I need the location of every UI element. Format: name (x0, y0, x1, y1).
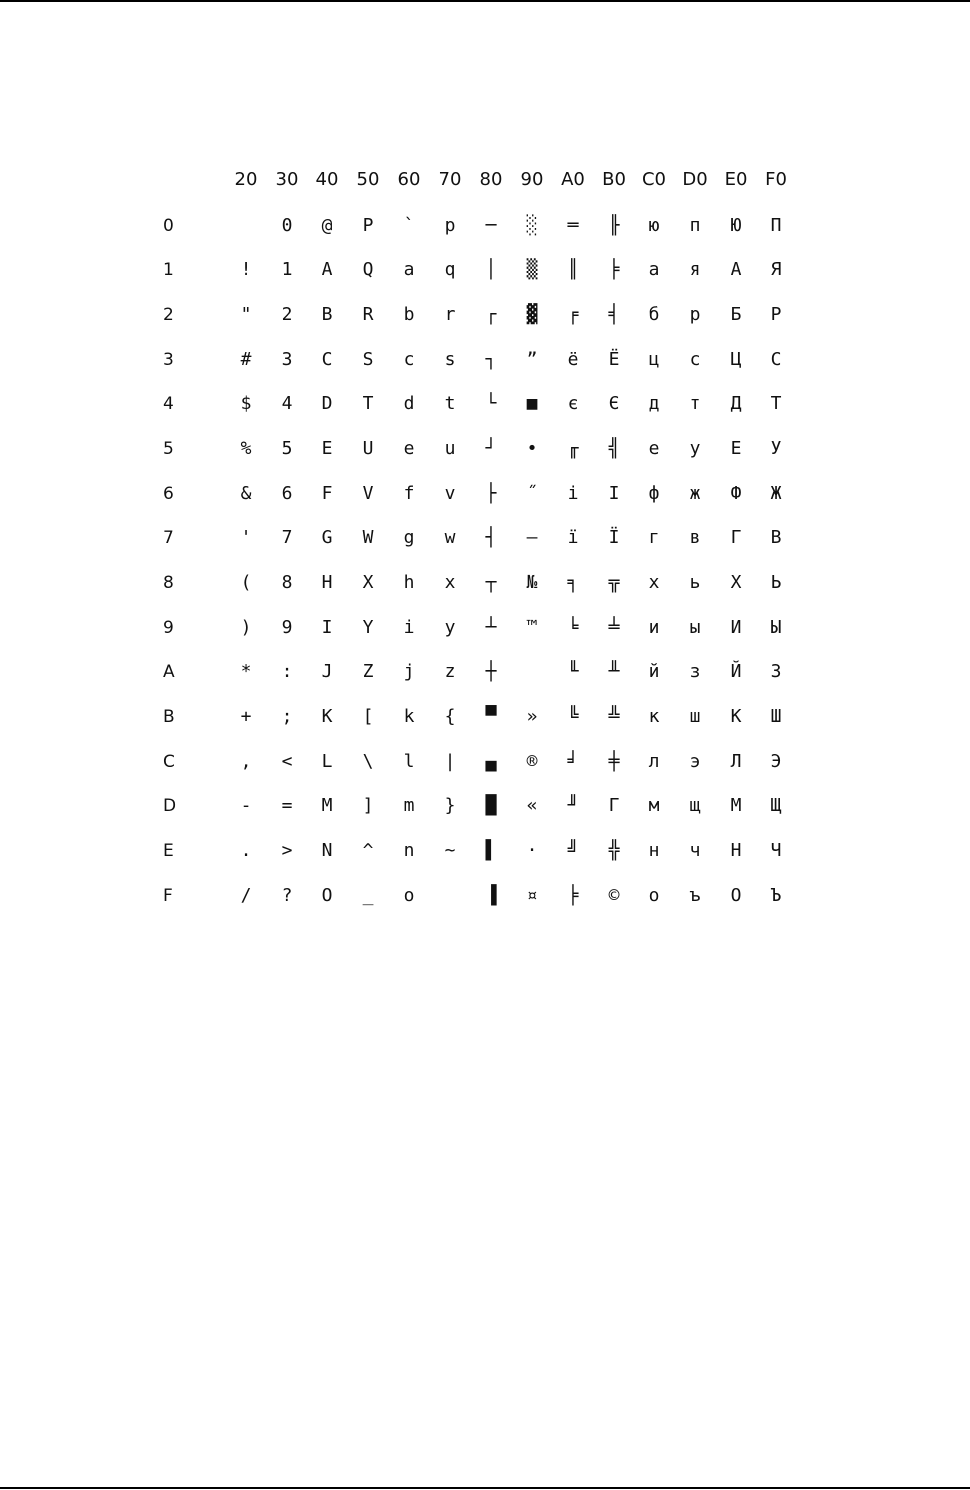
char-cell-d0-e: ч (689, 840, 701, 861)
column-header-d0: D0 (682, 169, 708, 190)
char-cell-80-5: ┘ (485, 438, 497, 459)
char-cell-40-f: O (321, 885, 333, 906)
char-cell-70-c: | (444, 751, 456, 772)
char-cell-90-8: № (526, 572, 538, 593)
char-cell-60-a: j (403, 661, 415, 682)
char-cell-d0-1: я (689, 259, 701, 280)
char-cell-90-1: ▒ (526, 259, 538, 280)
char-cell-80-0: ─ (485, 215, 497, 236)
char-cell-70-5: u (444, 438, 456, 459)
char-cell-70-7: w (444, 527, 456, 548)
char-cell-b0-2: ╡ (608, 304, 620, 325)
char-cell-d0-4: т (689, 393, 701, 414)
bottom-rule (0, 1487, 970, 1489)
char-cell-a0-7: ї (567, 527, 579, 548)
char-cell-e0-d: М (730, 795, 742, 816)
char-cell-a0-8: ╕ (567, 572, 579, 593)
char-cell-d0-5: у (689, 438, 701, 459)
char-cell-20-5: % (240, 438, 252, 459)
column-header-c0: C0 (641, 169, 667, 190)
char-cell-60-5: e (403, 438, 415, 459)
char-cell-80-4: └ (485, 393, 497, 414)
char-cell-60-2: b (403, 304, 415, 325)
column-header-80: 80 (479, 169, 503, 190)
char-cell-20-e: . (240, 840, 252, 861)
char-cell-e0-9: И (730, 617, 742, 638)
char-cell-a0-6: і (567, 483, 579, 504)
char-cell-e0-0: Ю (730, 215, 742, 236)
char-cell-90-0: ░ (526, 215, 538, 236)
char-cell-90-f: ¤ (526, 885, 538, 906)
char-cell-e0-c: Л (730, 751, 742, 772)
char-cell-a0-9: ╘ (567, 617, 579, 638)
char-cell-30-f: ? (281, 885, 293, 906)
char-cell-40-a: J (321, 661, 333, 682)
char-cell-a0-e: ╝ (567, 840, 579, 861)
char-cell-e0-4: Д (730, 393, 742, 414)
char-cell-70-a: z (444, 661, 456, 682)
char-cell-d0-0: п (689, 215, 701, 236)
char-cell-20-6: & (240, 483, 252, 504)
char-cell-d0-7: в (689, 527, 701, 548)
char-cell-c0-0: ю (648, 215, 660, 236)
char-cell-30-8: 8 (281, 572, 293, 593)
char-cell-f0-2: Р (770, 304, 782, 325)
char-cell-20-c: , (240, 751, 252, 772)
char-cell-50-d: ] (362, 795, 374, 816)
char-cell-a0-d: ╜ (567, 795, 579, 816)
char-cell-80-3: ┐ (485, 349, 497, 370)
char-cell-a0-1: ║ (567, 259, 579, 280)
char-cell-90-3: ” (526, 349, 538, 370)
char-cell-70-2: r (444, 304, 456, 325)
char-cell-c0-6: ф (648, 483, 660, 504)
char-cell-e0-6: Ф (730, 483, 742, 504)
char-cell-c0-5: е (648, 438, 660, 459)
char-cell-f0-a: З (770, 661, 782, 682)
char-cell-f0-f: Ъ (770, 885, 782, 906)
char-cell-d0-d: щ (689, 795, 701, 816)
char-cell-e0-f: О (730, 885, 742, 906)
char-cell-20-0 (228, 214, 264, 238)
char-cell-b0-b: ╩ (608, 706, 620, 727)
char-cell-80-8: ┬ (485, 572, 497, 593)
char-cell-20-4: $ (240, 393, 252, 414)
char-cell-40-7: G (321, 527, 333, 548)
char-cell-e0-b: К (730, 706, 742, 727)
char-cell-60-1: a (403, 259, 415, 280)
char-cell-80-a: ┼ (485, 661, 497, 682)
char-cell-40-1: A (321, 259, 333, 280)
row-header-4: 4 (163, 394, 174, 414)
char-cell-20-a: * (240, 661, 252, 682)
column-header-90: 90 (520, 169, 544, 190)
char-cell-30-5: 5 (281, 438, 293, 459)
char-cell-60-9: i (403, 617, 415, 638)
char-cell-50-2: R (362, 304, 374, 325)
char-cell-c0-8: х (648, 572, 660, 593)
char-cell-a0-3: ё (567, 349, 579, 370)
char-cell-c0-b: к (648, 706, 660, 727)
char-cell-70-1: q (444, 259, 456, 280)
char-cell-30-b: ; (281, 706, 293, 727)
char-cell-60-0: ` (403, 215, 415, 236)
column-header-60: 60 (397, 169, 421, 190)
char-cell-b0-6: І (608, 483, 620, 504)
char-cell-c0-d: м (648, 795, 660, 816)
char-cell-60-7: g (403, 527, 415, 548)
column-header-a0: A0 (561, 169, 585, 190)
column-header-30: 30 (275, 169, 299, 190)
char-cell-b0-a: ╨ (608, 661, 620, 682)
char-cell-20-8: ( (240, 572, 252, 593)
char-cell-20-f: / (240, 885, 252, 906)
char-cell-50-5: U (362, 438, 374, 459)
char-cell-70-0: p (444, 215, 456, 236)
char-cell-e0-7: Г (730, 527, 742, 548)
char-cell-f0-0: П (770, 215, 782, 236)
char-cell-30-0: 0 (281, 215, 293, 236)
char-cell-90-b: » (526, 706, 538, 727)
char-cell-60-b: k (403, 706, 415, 727)
char-cell-70-d: } (444, 795, 456, 816)
char-cell-30-e: > (281, 840, 293, 861)
char-cell-c0-4: д (648, 393, 660, 414)
char-cell-a0-c: ╛ (567, 751, 579, 772)
char-cell-b0-e: ╬ (608, 840, 620, 861)
char-cell-a0-f: ╞ (567, 885, 579, 906)
char-cell-90-4: ■ (526, 393, 538, 414)
char-cell-40-5: E (321, 438, 333, 459)
char-cell-50-b: [ (362, 706, 374, 727)
char-cell-30-9: 9 (281, 617, 293, 638)
char-cell-d0-8: ь (689, 572, 701, 593)
char-cell-50-9: Y (362, 617, 374, 638)
row-header-e: E (163, 841, 174, 861)
char-cell-50-0: P (362, 215, 374, 236)
char-cell-80-c: ▄ (485, 751, 497, 772)
char-cell-c0-9: и (648, 617, 660, 638)
char-cell-80-2: ┌ (485, 304, 497, 325)
char-cell-40-d: M (321, 795, 333, 816)
char-cell-d0-b: ш (689, 706, 701, 727)
char-cell-b0-d: Г (608, 795, 620, 816)
char-cell-a0-4: є (567, 393, 579, 414)
char-cell-30-6: 6 (281, 483, 293, 504)
char-cell-d0-6: ж (689, 483, 701, 504)
char-cell-20-3: # (240, 349, 252, 370)
char-cell-90-c: ® (526, 751, 538, 772)
char-cell-b0-9: ╧ (608, 617, 620, 638)
row-header-0: 0 (163, 216, 174, 236)
char-cell-40-6: F (321, 483, 333, 504)
char-cell-f0-d: Щ (770, 795, 782, 816)
char-cell-40-4: D (321, 393, 333, 414)
char-cell-90-5: • (526, 438, 538, 459)
row-header-2: 2 (163, 305, 174, 325)
row-header-a: A (163, 662, 175, 682)
char-cell-b0-5: ╣ (608, 438, 620, 459)
char-cell-40-e: N (321, 840, 333, 861)
char-cell-90-9: ™ (526, 617, 538, 638)
column-header-70: 70 (438, 169, 462, 190)
char-cell-d0-a: з (689, 661, 701, 682)
char-cell-50-1: Q (362, 259, 374, 280)
char-cell-c0-a: й (648, 661, 660, 682)
char-cell-f0-5: У (770, 438, 782, 459)
row-header-3: 3 (163, 350, 174, 370)
char-cell-30-1: 1 (281, 259, 293, 280)
char-cell-30-c: < (281, 751, 293, 772)
char-cell-90-d: « (526, 795, 538, 816)
char-cell-b0-7: Ї (608, 527, 620, 548)
char-cell-a0-b: ╚ (567, 706, 579, 727)
char-cell-50-3: S (362, 349, 374, 370)
char-cell-a0-0: ═ (567, 215, 579, 236)
char-cell-c0-e: н (648, 840, 660, 861)
column-header-40: 40 (315, 169, 339, 190)
char-cell-20-1: ! (240, 259, 252, 280)
column-header-50: 50 (356, 169, 380, 190)
char-cell-b0-8: ╦ (608, 572, 620, 593)
char-cell-f0-7: В (770, 527, 782, 548)
char-cell-40-c: L (321, 751, 333, 772)
char-cell-d0-f: ъ (689, 885, 701, 906)
char-cell-90-6: ˝ (526, 483, 538, 504)
char-cell-f0-1: Я (770, 259, 782, 280)
char-cell-30-d: = (281, 795, 293, 816)
char-cell-60-d: m (403, 795, 415, 816)
char-cell-90-2: ▓ (526, 304, 538, 325)
column-header-e0: E0 (724, 169, 748, 190)
row-header-1: 1 (163, 260, 174, 280)
row-header-5: 5 (163, 439, 174, 459)
char-cell-70-3: s (444, 349, 456, 370)
char-cell-a0-a: ╙ (567, 661, 579, 682)
char-cell-70-e: ~ (444, 840, 456, 861)
char-cell-70-8: x (444, 572, 456, 593)
char-cell-60-f: o (403, 885, 415, 906)
char-cell-70-4: t (444, 393, 456, 414)
char-cell-f0-4: Т (770, 393, 782, 414)
row-header-f: F (163, 886, 173, 906)
char-cell-c0-3: ц (648, 349, 660, 370)
char-cell-40-3: C (321, 349, 333, 370)
char-cell-e0-5: Е (730, 438, 742, 459)
row-header-c: C (163, 752, 175, 772)
char-cell-e0-2: Б (730, 304, 742, 325)
char-cell-f0-3: С (770, 349, 782, 370)
char-cell-50-f: _ (362, 885, 374, 906)
char-cell-b0-c: ╪ (608, 751, 620, 772)
char-cell-b0-f: © (608, 885, 620, 906)
char-cell-40-2: B (321, 304, 333, 325)
char-cell-80-b: ▀ (485, 706, 497, 727)
char-cell-60-4: d (403, 393, 415, 414)
char-cell-30-3: 3 (281, 349, 293, 370)
char-cell-f0-8: Ь (770, 572, 782, 593)
char-cell-80-6: ├ (485, 483, 497, 504)
char-cell-40-0: @ (321, 215, 333, 236)
column-header-20: 20 (234, 169, 258, 190)
char-cell-30-a: : (281, 661, 293, 682)
char-cell-20-7: ' (240, 527, 252, 548)
char-cell-60-6: f (403, 483, 415, 504)
char-cell-c0-2: б (648, 304, 660, 325)
char-cell-e0-a: Й (730, 661, 742, 682)
char-cell-a0-5: ╓ (567, 438, 579, 459)
char-cell-40-b: K (321, 706, 333, 727)
char-cell-f0-b: Ш (770, 706, 782, 727)
char-cell-60-3: c (403, 349, 415, 370)
char-cell-90-e: · (526, 840, 538, 861)
char-cell-70-b: { (444, 706, 456, 727)
char-cell-40-9: I (321, 617, 333, 638)
char-cell-60-e: n (403, 840, 415, 861)
row-header-7: 7 (163, 528, 174, 548)
char-cell-50-e: ^ (362, 840, 374, 861)
char-cell-e0-8: Х (730, 572, 742, 593)
char-cell-60-c: l (403, 751, 415, 772)
row-header-9: 9 (163, 618, 174, 638)
char-cell-d0-9: ы (689, 617, 701, 638)
char-cell-20-9: ) (240, 617, 252, 638)
char-cell-d0-c: э (689, 751, 701, 772)
char-cell-20-b: + (240, 706, 252, 727)
char-cell-c0-f: о (648, 885, 660, 906)
char-cell-e0-e: Н (730, 840, 742, 861)
row-header-6: 6 (163, 484, 174, 504)
char-cell-50-8: X (362, 572, 374, 593)
char-cell-90-7: — (526, 527, 538, 548)
char-cell-80-d: █ (485, 795, 497, 816)
char-cell-b0-0: ╟ (608, 215, 620, 236)
char-cell-b0-4: Є (608, 393, 620, 414)
char-cell-d0-2: р (689, 304, 701, 325)
char-cell-c0-7: г (648, 527, 660, 548)
char-cell-e0-1: А (730, 259, 742, 280)
row-header-d: D (163, 796, 177, 816)
char-cell-c0-1: а (648, 259, 660, 280)
char-cell-d0-3: с (689, 349, 701, 370)
char-cell-70-6: v (444, 483, 456, 504)
char-cell-20-2: " (240, 304, 252, 325)
char-cell-f0-9: Ы (770, 617, 782, 638)
row-header-b: B (163, 707, 175, 727)
char-cell-50-c: \ (362, 751, 374, 772)
char-cell-80-f: ▐ (485, 885, 497, 906)
char-cell-b0-1: ╞ (608, 259, 620, 280)
char-cell-70-9: y (444, 617, 456, 638)
char-cell-50-4: T (362, 393, 374, 414)
char-cell-f0-e: Ч (770, 840, 782, 861)
char-cell-20-d: - (240, 795, 252, 816)
char-cell-80-7: ┤ (485, 527, 497, 548)
char-cell-f0-c: Э (770, 751, 782, 772)
char-cell-c0-c: л (648, 751, 660, 772)
char-cell-50-6: V (362, 483, 374, 504)
char-cell-a0-2: ╒ (567, 304, 579, 325)
char-cell-40-8: H (321, 572, 333, 593)
char-cell-50-7: W (362, 527, 374, 548)
char-cell-80-1: │ (485, 259, 497, 280)
char-cell-30-2: 2 (281, 304, 293, 325)
char-cell-e0-3: Ц (730, 349, 742, 370)
char-cell-f0-6: Ж (770, 483, 782, 504)
column-header-b0: B0 (602, 169, 626, 190)
char-cell-50-a: Z (362, 661, 374, 682)
row-header-8: 8 (163, 573, 174, 593)
char-cell-80-9: ┴ (485, 617, 497, 638)
char-cell-30-7: 7 (281, 527, 293, 548)
char-cell-30-4: 4 (281, 393, 293, 414)
char-cell-b0-3: Ё (608, 349, 620, 370)
char-cell-80-e: ▌ (485, 840, 497, 861)
column-header-f0: F0 (765, 169, 787, 190)
char-cell-60-8: h (403, 572, 415, 593)
